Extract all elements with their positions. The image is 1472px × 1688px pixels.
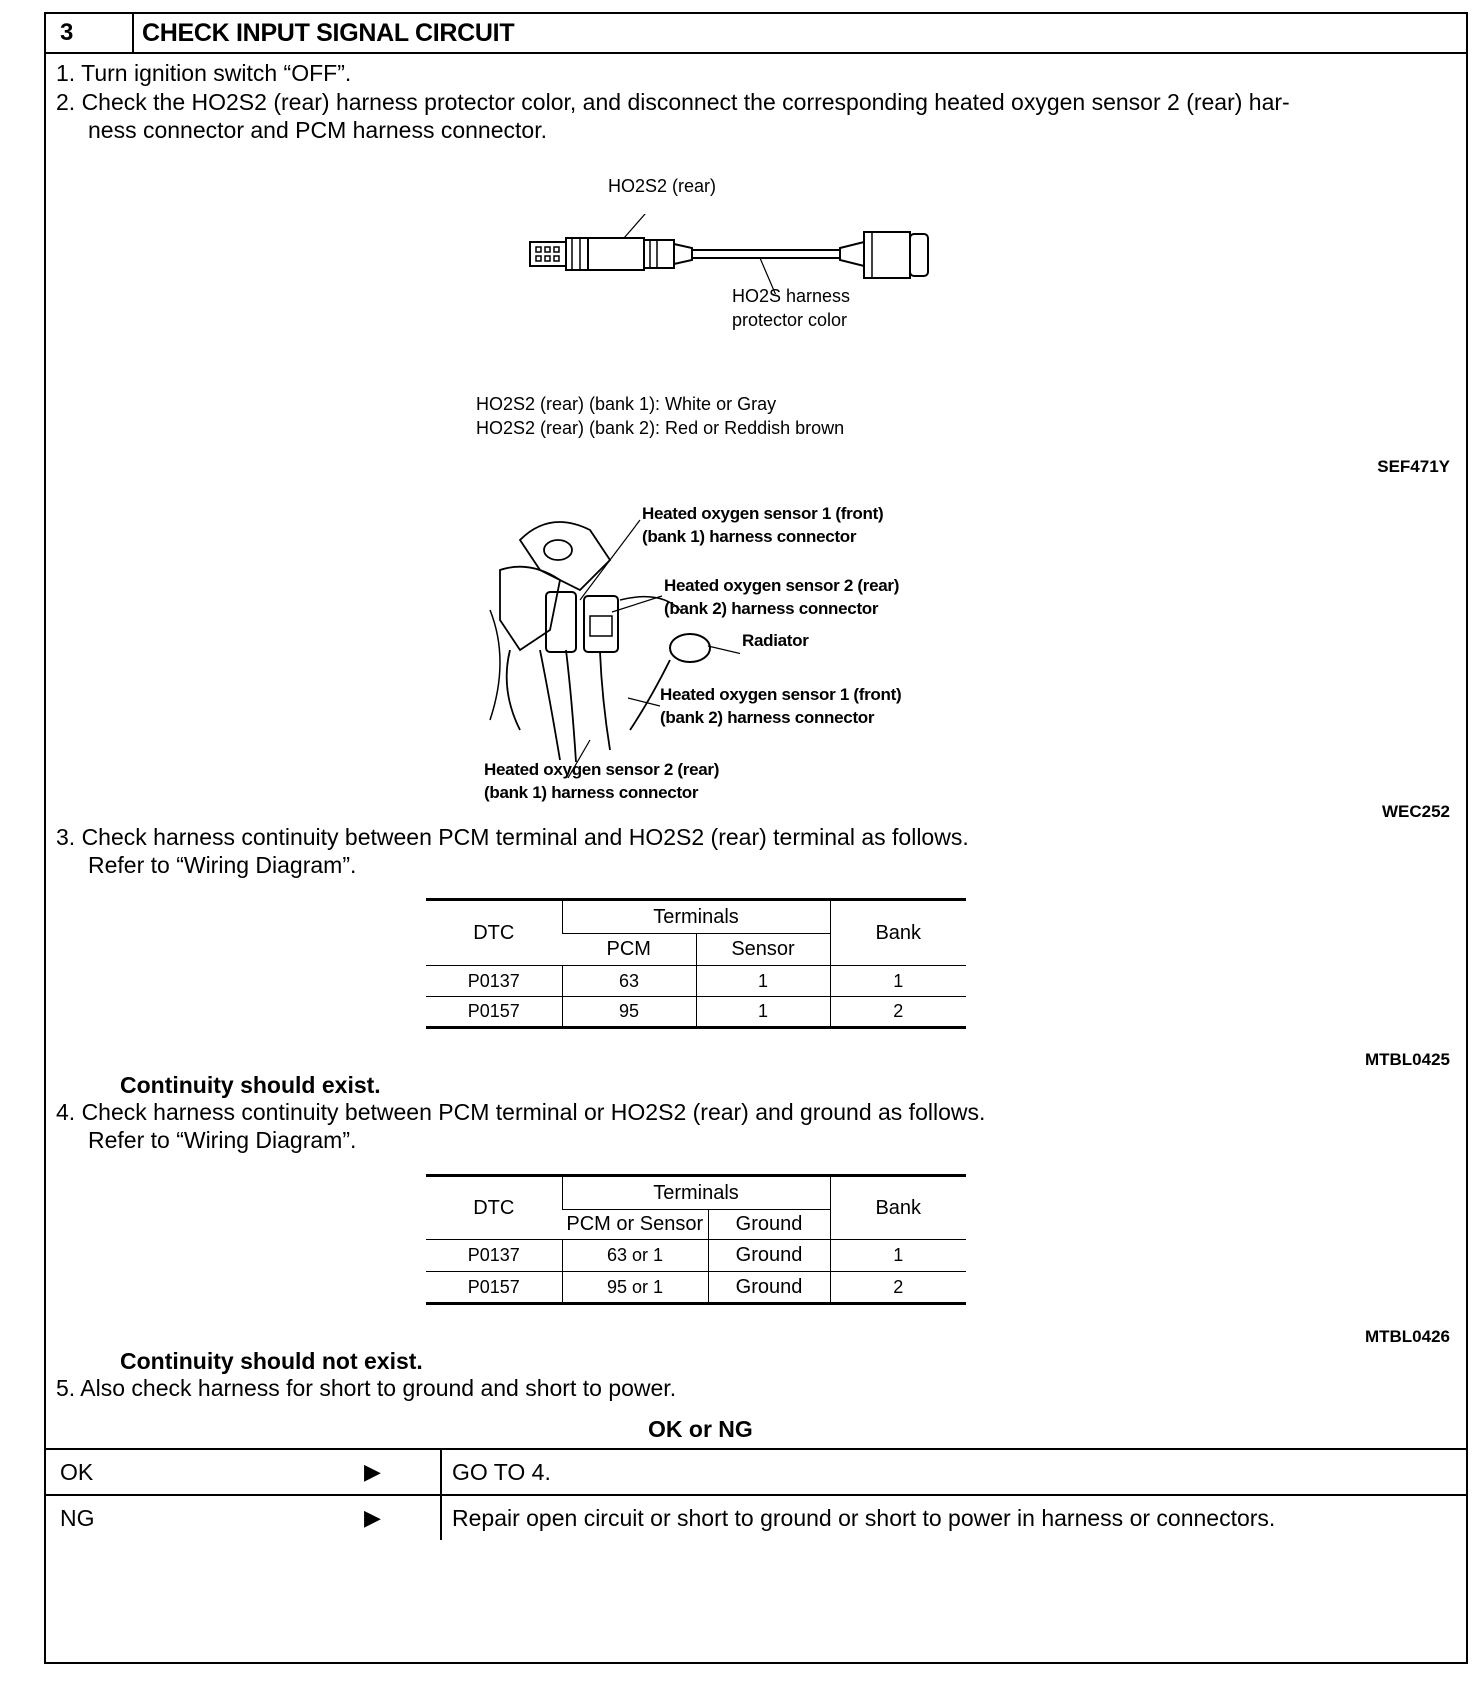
t2-header-ground: Ground (708, 1210, 830, 1240)
ok-label: OK (60, 1459, 94, 1485)
t1-r1-sensor: 1 (696, 966, 830, 997)
label-ho2s2-bank2-2: (bank 2) harness connector (664, 599, 879, 618)
t1-r1-dtc: P0137 (426, 966, 562, 997)
label-ho2s2-bank1-2: (bank 1) harness connector (484, 783, 699, 802)
ok-action: GO TO 4. (452, 1459, 551, 1485)
label-ho2s1-bank1-1: Heated oxygen sensor 1 (front) (642, 504, 884, 523)
label-harness-protector-2: protector color (732, 310, 848, 330)
column-divider (440, 1450, 442, 1494)
t1-r2-sensor: 1 (696, 997, 830, 1028)
step-3-line-2: Refer to “Wiring Diagram”. (88, 852, 357, 878)
step-2-line-1: 2. Check the HO2S2 (rear) harness protector color, and disconnect the corresponding heated oxygen sensor 2 (rear) har- (56, 89, 1290, 115)
label-ho2s2-bank1-1: Heated oxygen sensor 2 (rear) (484, 760, 720, 779)
t2-header-terminals: Terminals (562, 1176, 830, 1210)
t2-r1-bank: 1 (830, 1240, 966, 1272)
step-number: 3 (46, 14, 134, 52)
t2-header-bank: Bank (830, 1176, 966, 1240)
step-2-line-2: ness connector and PCM harness connector. (88, 117, 547, 143)
procedure-frame (44, 12, 1468, 1664)
t2-r2-pcm-sensor: 95 or 1 (562, 1272, 708, 1304)
step-header (46, 14, 1466, 54)
t2-header-dtc: DTC (426, 1176, 562, 1240)
t2-header-pcm-sensor: PCM or Sensor (562, 1210, 708, 1240)
ho2s2-sensor-illustration (520, 214, 940, 294)
step-5-text: 5. Also check harness for short to ground and short to power. (56, 1375, 677, 1401)
table-row (426, 997, 966, 1028)
step-4-line-2: Refer to “Wiring Diagram”. (88, 1127, 357, 1153)
t1-r2-pcm: 95 (562, 997, 696, 1028)
table-code-mtbl0425: MTBL0425 (1364, 1050, 1450, 1069)
step-4-result: Continuity should not exist. (120, 1348, 423, 1374)
arrow-right-icon: ▶ (364, 1505, 381, 1530)
table-row (426, 1272, 966, 1304)
ng-label: NG (60, 1505, 95, 1531)
step-4-line-1: 4. Check harness continuity between PCM terminal or HO2S2 (rear) and ground as follows. (56, 1099, 986, 1125)
t1-header-dtc: DTC (426, 900, 562, 966)
t1-r1-bank: 1 (830, 966, 966, 997)
label-ho2s1-bank2-1: Heated oxygen sensor 1 (front) (660, 685, 902, 704)
t2-r1-ground: Ground (708, 1240, 830, 1272)
step-3-result: Continuity should exist. (120, 1072, 381, 1098)
figure-code-sef471y: SEF471Y (1377, 457, 1450, 476)
ok-ng-heading: OK or NG (648, 1416, 753, 1442)
label-ho2s2-bank2-1: Heated oxygen sensor 2 (rear) (664, 576, 900, 595)
t2-r2-ground: Ground (708, 1272, 830, 1304)
table-row (426, 966, 966, 997)
t1-header-pcm: PCM (562, 934, 696, 966)
result-row-ok (46, 1448, 1466, 1494)
column-divider (440, 1496, 442, 1540)
step-3-line-1: 3. Check harness continuity between PCM terminal and HO2S2 (rear) terminal as follows. (56, 824, 969, 850)
ng-action: Repair open circuit or short to ground or short to power in harness or connectors. (452, 1505, 1276, 1531)
continuity-table-1 (426, 898, 966, 1029)
figure-code-wec252: WEC252 (1381, 802, 1450, 821)
arrow-right-icon: ▶ (364, 1459, 381, 1484)
label-ho2s2-rear: HO2S2 (rear) (608, 176, 717, 196)
t1-header-terminals: Terminals (562, 900, 830, 934)
table-code-mtbl0426: MTBL0426 (1364, 1327, 1450, 1346)
step-1-text: 1. Turn ignition switch “OFF”. (56, 60, 352, 86)
table-row (426, 1240, 966, 1272)
t1-r1-pcm: 63 (562, 966, 696, 997)
label-ho2s1-bank2-2: (bank 2) harness connector (660, 708, 875, 727)
step-title: CHECK INPUT SIGNAL CIRCUIT (142, 19, 515, 47)
result-row-ng (46, 1494, 1466, 1540)
continuity-table-2 (426, 1174, 966, 1305)
label-ho2s1-bank1-2: (bank 1) harness connector (642, 527, 857, 546)
bank-1-color: HO2S2 (rear) (bank 1): White or Gray (476, 394, 777, 414)
label-harness-protector-1: HO2S harness (732, 286, 851, 306)
t1-header-sensor: Sensor (696, 934, 830, 966)
t2-r1-dtc: P0137 (426, 1240, 562, 1272)
t2-r2-bank: 2 (830, 1272, 966, 1304)
t2-r1-pcm-sensor: 63 or 1 (562, 1240, 708, 1272)
label-radiator: Radiator (742, 631, 809, 650)
t1-r2-bank: 2 (830, 997, 966, 1028)
bank-2-color: HO2S2 (rear) (bank 2): Red or Reddish brown (476, 418, 845, 438)
t2-r2-dtc: P0157 (426, 1272, 562, 1304)
t1-r2-dtc: P0157 (426, 997, 562, 1028)
t1-header-bank: Bank (830, 900, 966, 966)
